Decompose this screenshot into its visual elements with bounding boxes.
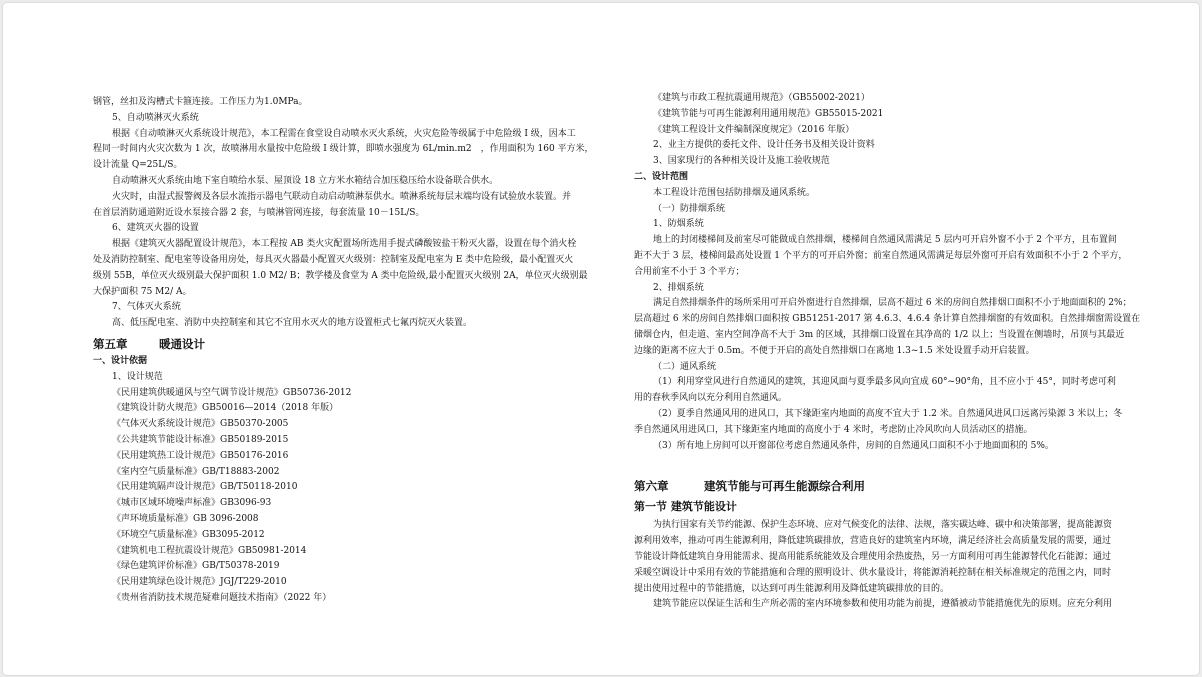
body-text-line: （3）所有地上房间可以开窗部位考虑自然通风条件，房间的自然通风口面积不小于地面面积的 5%。: [653, 440, 1054, 451]
item-heading: 1、防烟系统: [653, 219, 704, 230]
body-text-line: 建筑节能应以保证生活和生产所必需的室内环境参数和使用功能为前提，遵循被动节能措施优先的原则。应充分利用: [653, 599, 1113, 610]
right-column: [634, 91, 1148, 613]
body-text-line: 在首层消防通道附近设水泵接合器 2 套，与喷淋管网连接，每套流量 10－15L/S。: [93, 207, 425, 218]
body-text-line: 提出使用过程中的节能措施，以达到可再生能源利用及降低建筑碳排放的目的。: [634, 583, 950, 594]
chapter-number: 第六章: [634, 479, 669, 494]
item-heading: （二）通风系统: [653, 361, 717, 372]
section-heading: 二、设计范围: [634, 171, 689, 182]
body-text-line: 采暖空调设计中采用有效的节能措施和合理的照明设计、供水量设计，将能源消耗控制在相关标准规定的范围之内，同时: [634, 567, 1112, 578]
body-text-line: 高、低压配电室、消防中央控制室和其它不宜用水灭火的地方设置柜式七氟丙烷灭火装置。: [112, 318, 473, 329]
body-text-line: 设计流量 Q=25L/S。: [93, 160, 183, 171]
body-text-line: 处及消防控制室、配电室等设备用房处，每具灭火器最小配置灭火级别：控制室及配电室为 E 类中危险级，最小配置灭火: [93, 254, 574, 265]
norm-item: 《城市区域环境噪声标准》GB3096-93: [112, 498, 272, 509]
norm-item: 《绿色建筑评价标准》GB/T50378-2019: [112, 561, 280, 572]
body-text-line: 地上的封闭楼梯间及前室尽可能做成自然排烟，楼梯间自然通风需满足 5 层内可开启外窗不小于 2 个平方，且布置间: [653, 235, 1117, 246]
norm-item: 《室内空气质量标准》GB/T18883-2002: [112, 466, 280, 477]
norm-item: 《公共建筑节能设计标准》GB50189-2015: [112, 434, 289, 445]
norm-item: 《声环境质量标准》GB 3096-2008: [112, 513, 259, 524]
basis-item: 2、业主方提供的委托文件、设计任务书及相关设计资料: [653, 140, 875, 151]
body-text-line: 自动喷淋灭火系统由地下室自喷给水泵、屋顶设 18 立方米水箱结合加压稳压给水设备联合供水。: [112, 175, 499, 186]
body-text-line: 程同一时间内火灾次数为 1 次，故喷淋用水量按中危险级 I 级计算，即喷水强度为 6L/min.m2 ，作用面积为 160 平方米，: [93, 144, 594, 155]
body-text-line: 合用前室不小于 3 个平方；: [634, 266, 745, 277]
norm-item: 《民用建筑隔声设计规范》GB/T50118-2010: [112, 482, 298, 493]
chapter-number: 第五章: [93, 336, 128, 351]
body-text-line: 级别 55B，单位灭火级别最大保护面积 1.0 M2/ B；教学楼及食堂为 A 类中危险级,最小配置灭火级别 2A，单位灭火级别最: [93, 270, 588, 281]
subsection-heading: 1、设计规范: [112, 371, 163, 382]
norm-item: 《建筑机电工程抗震设计规范》GB50981-2014: [112, 545, 307, 556]
body-text-line: 根据《建筑灭火器配置设计规范》，本工程按 AB 类火灾配置场所选用手提式磷酸铵盐干粉灭火器，设置在每个消火栓: [112, 239, 577, 250]
body-text-line: 用的春秋季风向以充分利用自然通风。: [634, 393, 788, 404]
norm-item: 《建筑节能与可再生能源利用通用规范》GB55015-2021: [653, 108, 884, 119]
left-column: [93, 95, 609, 607]
norm-item: 《环境空气质量标准》GB3095-2012: [112, 529, 265, 540]
chapter-title: 暖通设计: [159, 336, 205, 351]
norm-item: 《民用建筑绿色设计规范》JGJ/T229-2010: [112, 577, 287, 588]
body-text-line: 距不大于 3 层，楼梯间最高处设置 1 个平方的可开启外窗；前室自然通风需满足每层外窗可开启有效面积不小于 2 个平方，: [634, 250, 1128, 261]
body-text-line: （2）夏季自然通风用的进风口，其下缘距室内地面的高度不宜大于 1.2 米。自然通风进风口远离污染源 3 米以上；冬: [653, 408, 1123, 419]
body-text-line: 储烟仓内，但走道、室内空间净高不大于 3m 的区域，其排烟口设置在其净高的 1/2 以上；当设置在侧墙时，吊顶与其最近: [634, 329, 1125, 340]
chapter-heading: [634, 476, 1148, 496]
section-title: 第一节 建筑节能设计: [634, 500, 737, 514]
item-heading: 6、建筑灭火器的设置: [112, 223, 199, 234]
body-text-line: 火灾时，由湿式报警阀及各层水流指示器电气联动自动启动喷淋泵供水。喷淋系统每层末端均设有试验放水装置。并: [112, 191, 572, 202]
norm-item: 《建筑设计防火规范》GB50016—2014（2018 年版）: [112, 403, 339, 414]
body-text-line: 季自然通风用进风口，其下缘距室内地面的高度小于 4 米时，考虑防止冷风吹向人员活动区的措施。: [634, 424, 1033, 435]
body-text-line: 源利用效率，推动可再生能源利用，降低建筑碳排放，营造良好的建筑室内环境，满足经济社会高质量发展的需要，通过: [634, 536, 1112, 547]
document-page: [2, 2, 1200, 676]
norm-item: 《建筑与市政工程抗震通用规范》（GB55002-2021）: [653, 93, 870, 103]
norm-item: 《贵州省消防技术规范疑难问题技术指南》（2022 年）: [112, 592, 332, 603]
body-text-line: 层高超过 6 米的房间自然排烟口面积按 GB51251-2017 第 4.6.3、4.6.4 条计算自然排烟窗的有效面积。自然排烟窗需设置在: [634, 314, 1141, 325]
section-heading: 一、设计依据: [93, 355, 148, 366]
item-heading: 7、气体灭火系统: [112, 302, 181, 313]
item-heading: 2、排烟系统: [653, 282, 704, 293]
body-text-line: 边缘的距离不应大于 0.5m。不便于开启的高处自然排烟口在离地 1.3~1.5 米处设置手动开启装置。: [634, 345, 1035, 356]
body-text-line: 钢管，丝扣及沟槽式卡箍连接。工作压力为1.0MPa。: [93, 97, 308, 107]
body-text-line: （1）利用穿堂风进行自然通风的建筑，其迎风面与夏季最多风向宜成 60°~90°角，且不应小于 45°，同时考虑可利: [653, 377, 1116, 388]
norm-item: 《民用建筑热工设计规范》GB50176-2016: [112, 450, 289, 461]
body-text-line: 根据《自动喷淋灭火系统设计规范》，本工程需在食堂设自动喷水灭火系统，火灾危险等级属于中危险级 I 级，因本工: [112, 128, 576, 139]
body-text-line: 大保护面积 75 M2/ A。: [93, 286, 192, 297]
body-text-line: 为执行国家有关节约能源、保护生态环境、应对气候变化的法律、法规，落实碳达峰、碳中和决策部署，提高能源资: [653, 520, 1113, 531]
item-heading: 5、自动喷淋灭火系统: [112, 112, 199, 123]
basis-item: 3、国家现行的各种相关设计及施工验收规范: [653, 156, 830, 167]
spacer: [634, 454, 1148, 474]
item-heading: （一）防排烟系统: [653, 203, 726, 214]
body-text-line: 满足自然排烟条件的场所采用可开启外窗进行自然排烟，层高不超过 6 米的房间自然排烟口面积不小于地面面积的 2%；: [653, 298, 1132, 309]
body-text-line: 本工程设计范围包括防排烟及通风系统。: [653, 187, 816, 198]
body-text-line: 节能设计降低建筑自身用能需求、提高用能系统能效及合理使用余热废热，另一方面利用可再生能源替代化石能源；通过: [634, 551, 1112, 562]
chapter-heading: [93, 334, 609, 354]
norm-item: 《民用建筑供暖通风与空气调节设计规范》GB50736-2012: [112, 387, 352, 398]
norm-item: 《气体灭火系统设计规范》GB50370-2005: [112, 419, 289, 430]
chapter-title: 建筑节能与可再生能源综合利用: [704, 479, 865, 494]
norm-item: 《建筑工程设计文件编制深度规定》（2016 年版）: [653, 124, 855, 135]
